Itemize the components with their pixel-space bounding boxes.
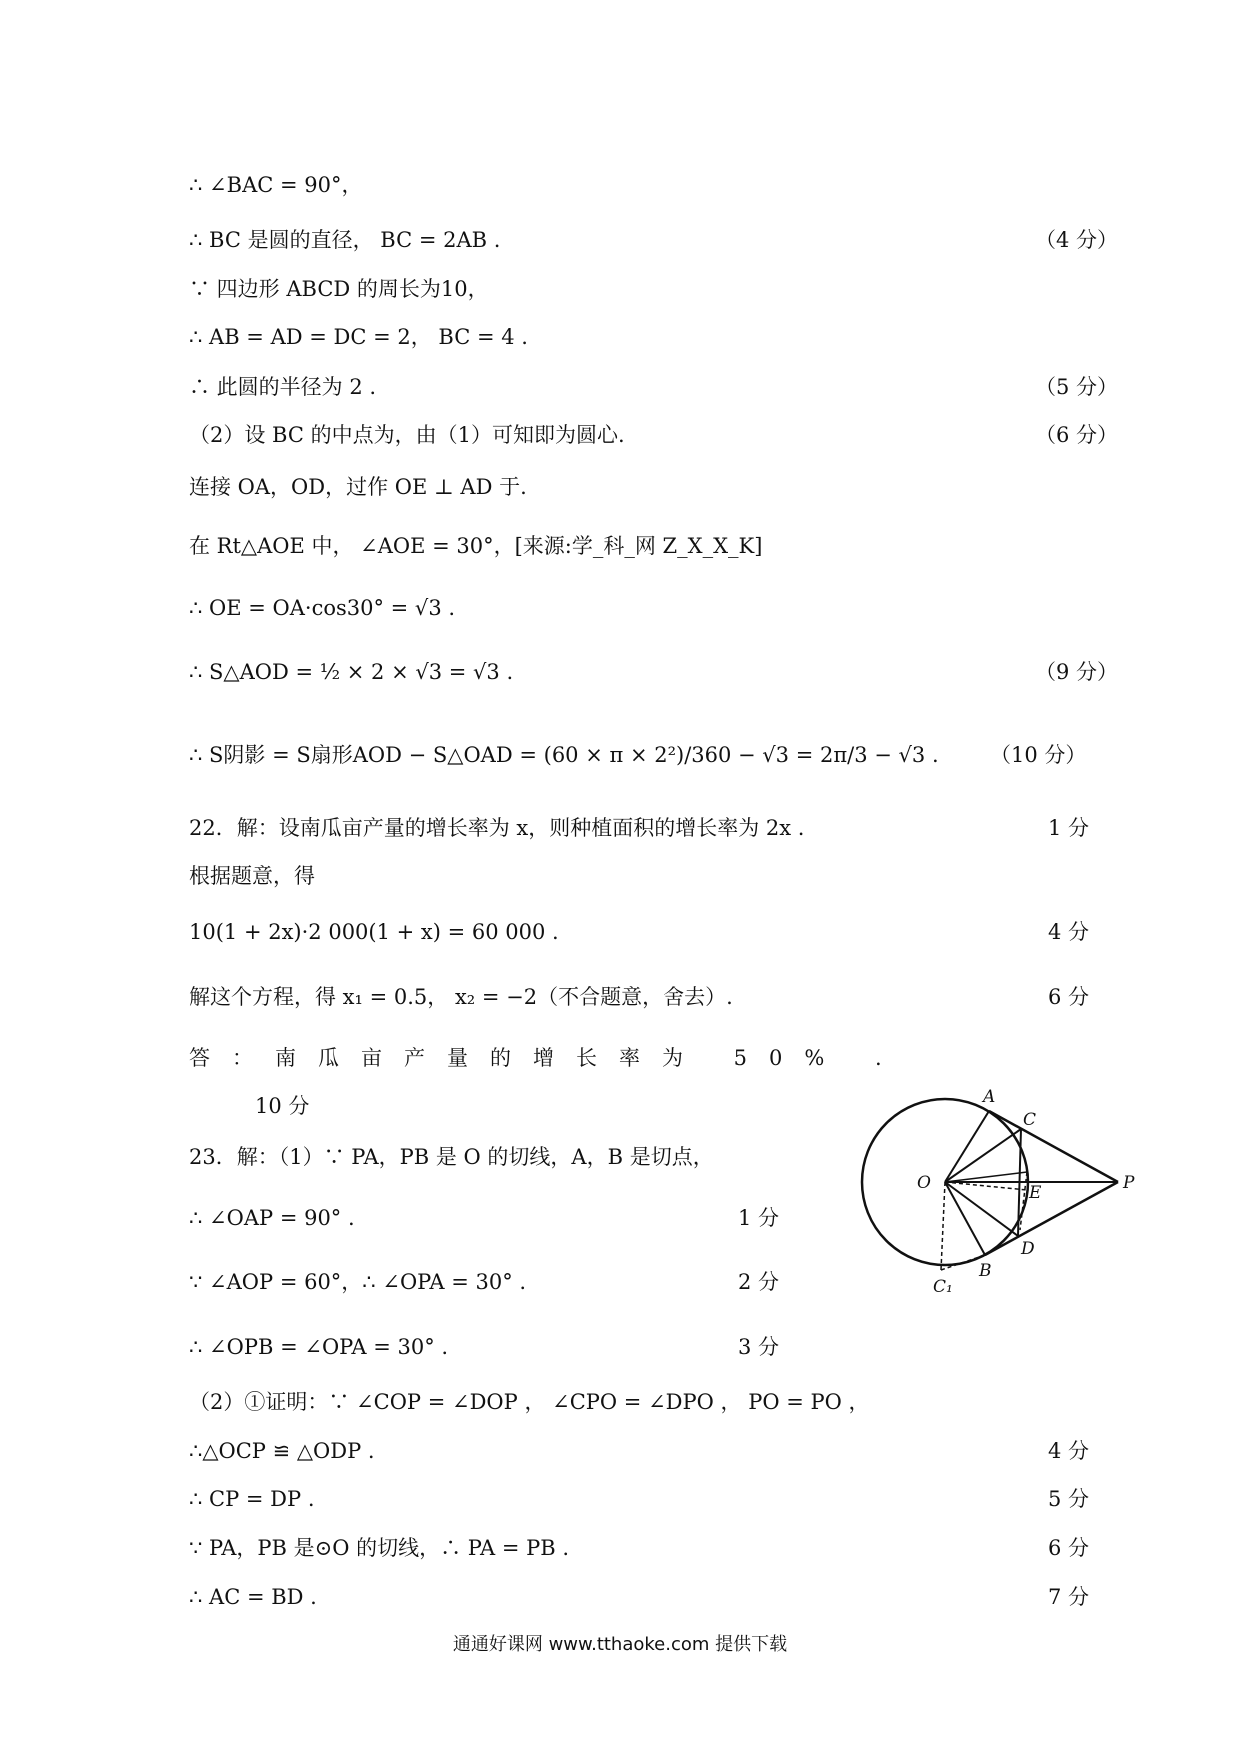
- line-20: ∵ ∠AOP = 60°，∴ ∠OPA = 30° .: [189, 1270, 527, 1294]
- score-24: 5 分: [1048, 1487, 1090, 1511]
- score-19: 1 分: [738, 1206, 780, 1230]
- score-23: 4 分: [1048, 1439, 1090, 1463]
- tangent-pb: [985, 1182, 1118, 1255]
- segment-ob: [945, 1182, 985, 1255]
- dashed-oe: [945, 1182, 1027, 1190]
- line-23: ∴△OCP ≌ △ODP .: [189, 1439, 375, 1463]
- line-22: （2）①证明：∵ ∠COP = ∠DOP ， ∠CPO = ∠DPO ， PO = PO ，: [189, 1390, 870, 1414]
- line-19: ∴ ∠OAP = 90° .: [189, 1206, 355, 1230]
- line-4: ∴ AB = AD = DC = 2， BC = 4 .: [189, 325, 528, 349]
- label-e: E: [1029, 1183, 1042, 1203]
- line-1: ∴ ∠BAC = 90°，: [189, 173, 363, 197]
- line-5: ∴ 此圆的半径为 2 .: [189, 375, 377, 399]
- line-15: 解这个方程，得 x₁ = 0.5， x₂ = −2（不合题意，舍去）.: [189, 985, 733, 1009]
- label-c: C: [1023, 1110, 1037, 1130]
- score-14: 4 分: [1048, 920, 1090, 944]
- label-b: B: [979, 1261, 992, 1281]
- geometry-figure: [855, 1080, 1155, 1310]
- score-21: 3 分: [738, 1335, 780, 1359]
- score-20: 2 分: [738, 1270, 780, 1294]
- line-18: 23．解：（1）∵ PA，PB 是 O 的切线，A，B 是切点，: [189, 1145, 714, 1169]
- line-11: ∴ S阴影 = S扇形AOD − S△OAD = (60 × π × 2²)/360 − √3 = 2π/3 − √3 .: [189, 743, 939, 767]
- line-7: 连接 OA，OD，过作 OE ⊥ AD 于.: [189, 475, 527, 499]
- line-12: 22．解：设南瓜亩产量的增长率为 x，则种植面积的增长率为 2x .: [189, 816, 805, 840]
- line-13: 根据题意，得: [189, 864, 315, 888]
- line-6: （2）设 BC 的中点为，由（1）可知即为圆心.: [189, 423, 625, 447]
- label-a: A: [983, 1087, 996, 1107]
- line-10: ∴ S△AOD = ½ × 2 × √3 = √3 .: [189, 660, 514, 684]
- line-2: ∴ BC 是圆的直径， BC = 2AB .: [189, 228, 501, 252]
- line-25: ∵ PA，PB 是⊙O 的切线，∴ PA = PB .: [189, 1536, 570, 1560]
- score-5: （5 分）: [1035, 375, 1119, 399]
- line-14: 10(1 + 2x)·2 000(1 + x) = 60 000 .: [189, 920, 559, 944]
- score-26: 7 分: [1048, 1585, 1090, 1609]
- line-9: ∴ OE = OA·cos30° = √3 .: [189, 596, 456, 620]
- label-p: P: [1123, 1173, 1135, 1193]
- score-25: 6 分: [1048, 1536, 1090, 1560]
- line-21: ∴ ∠OPB = ∠OPA = 30° .: [189, 1335, 449, 1359]
- line-26: ∴ AC = BD .: [189, 1585, 317, 1609]
- line-8: 在 Rt△AOE 中， ∠AOE = 30°，[来源:学_科_网 Z_X_X_K]: [189, 534, 763, 558]
- tangent-pa: [989, 1111, 1118, 1182]
- label-c1: C₁: [933, 1277, 953, 1297]
- line-3: ∵ 四边形 ABCD 的周长为10，: [189, 277, 489, 301]
- score-10: （9 分）: [1035, 660, 1119, 684]
- score-12: 1 分: [1048, 816, 1090, 840]
- line-16: 答：南瓜亩产量的增长率为 50% .: [189, 1046, 904, 1070]
- footer-credit: 通通好课网 www.tthaoke.com 提供下载: [452, 1634, 788, 1655]
- label-o: O: [917, 1173, 931, 1193]
- segment-oa: [945, 1111, 989, 1182]
- score-15: 6 分: [1048, 985, 1090, 1009]
- score-11: （10 分）: [990, 743, 1087, 767]
- label-d: D: [1021, 1239, 1035, 1259]
- segment-od: [945, 1182, 1018, 1236]
- score-2: （4 分）: [1035, 228, 1119, 252]
- line-17: 10 分: [255, 1094, 310, 1118]
- dashed-oc1: [941, 1182, 945, 1270]
- score-6: （6 分）: [1035, 423, 1119, 447]
- line-24: ∴ CP = DP .: [189, 1487, 315, 1511]
